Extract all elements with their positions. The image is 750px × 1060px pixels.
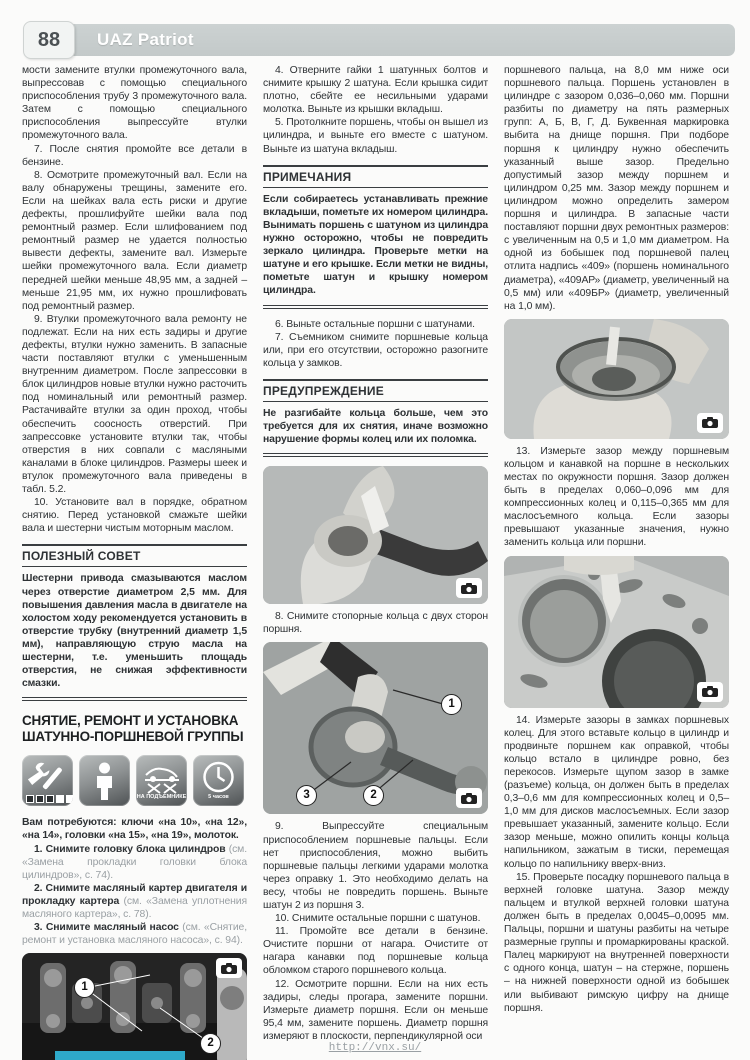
footer-url-link[interactable]: http://vnx.su/ <box>328 1042 422 1054</box>
callout-2: 2 <box>200 1033 221 1054</box>
paragraph: 4. Отверните гайки 1 шатунных болтов и снимите крышку 2 шатуна. Если крышка сидит плотно, сбейте ее несильными ударами молотка. Выньте из крышки вкладыш. <box>263 65 488 116</box>
notes-box-title: ПРИМЕЧАНИЯ <box>263 167 488 188</box>
camera-icon <box>697 413 723 433</box>
notes-box <box>263 165 488 309</box>
camera-icon <box>216 958 242 978</box>
tip-box-body: Шестерни привода смазываются маслом через отверстие диаметром 2,5 мм. Для повышения давления масла в двигателе на холостом ходу рекомендуется установить в отверстие трубку (внутренний диаметр 1,5 мм), направляющую струю масла на шестерни, т.е. уменьшить площадь отверстия, не снижая эффективности смазки. <box>22 573 247 690</box>
paragraph: 12. Осмотрите поршни. Если на них есть задиры, следы прогара, замените поршни. Измерьте диаметр поршня. Если он меньше 95,4 мм, замените поршень. Диаметр поршня измеряют в плоскости, перпендикулярной оси <box>263 978 488 1042</box>
step-item: 2. Снимите масляный картер двигателя и прокладку картера (см. «Замена уплотнения масляного картера», с. 78). <box>22 882 248 920</box>
tools-required-line: Вам потребуются: ключи «на 10», «на 12», «на 14», головки «на 15», «на 19», молоток. <box>22 817 247 842</box>
paragraph: 15. Проверьте посадку поршневого пальца в верхней головке шатуна. Зазор между пальцем и втулкой верхней головки шатуна должен быть в пределах 0,0045–0,0095 мм. Пальцы, поршни и шатуны разбиты на четыре размерные группы и промаркированы краской. Палец маркируют на внутренней поверхности с одного конца, шатун – на стержне, поршень – на нижней поверхности одной из бобышек или выбивают римскую цифру на днище поршня. <box>504 871 729 1014</box>
photo-caption: 8. Снимите стопорные кольца с двух сторон поршня. <box>263 611 488 636</box>
tip-box-title: ПОЛЕЗНЫЙ СОВЕТ <box>22 546 247 567</box>
callout-2: 2 <box>363 785 384 806</box>
step-item: 3. Снимите масляный насос (см. «Снятие, ремонт и установка масляного насоса», с. 94). <box>22 922 247 947</box>
page-number: 88 <box>23 21 75 59</box>
person-icon <box>79 755 130 806</box>
job-icons-row <box>22 755 247 806</box>
paragraph: 10. Снимите остальные поршни с шатунов. <box>275 913 481 925</box>
paragraph: 8. Осмотрите промежуточный вал. Если на валу обнаружены трещины, замените его. Если на шейках вала есть риски и другие дефекты, прошлифуйте шейки вала под ремонтный размер. Если шлифованием под ремонтный размер не удается полностью вывести дефекты, замените вал. Измерьте шейки промежуточного вала. Если диаметр передней шейки меньше 48,95 мм, а задней – меньше 21,95 мм, их нужно прошлифовать под ремонтный размер. <box>22 169 247 312</box>
time-icon <box>193 755 244 806</box>
column-right <box>504 64 729 1060</box>
callout-3: 3 <box>296 785 317 806</box>
paragraph: 9. Выпрессуйте специальным приспособлением поршневые пальцы. Если нет приспособления, можно выбить поршневые пальцы легкими ударами молотка через оправку 1. Это необходимо делать на весу, чтобы не повредить поршень. Выньте шатун 2 из поршня 3. <box>263 821 488 911</box>
photo-ring-groove-check <box>504 319 729 439</box>
camera-icon <box>697 682 723 702</box>
notes-box-body: Если собираетесь устанавливать прежние вкладыши, пометьте их номером цилиндра. Вынимать поршень с шатуном из цилиндра нужно осторожно, чтобы не повредить зеркало цилиндра. Проверьте метки на шатуне и его крышке. Если метки не видны, пометьте шатун и крышку номером цилиндра. <box>263 193 488 297</box>
step-item: 1. Снимите головку блока цилиндров (см. «Замена прокладки головки блока цилиндров», с. 74). <box>22 843 247 881</box>
paragraph: 7. После снятия промойте все детали в бензине. <box>22 143 247 168</box>
tools-icon <box>22 755 73 806</box>
warning-box <box>263 379 488 457</box>
tip-box <box>22 544 247 701</box>
page-title: UAZ Patriot <box>97 30 194 49</box>
page-header <box>35 24 735 56</box>
paragraph: 14. Измерьте зазоры в замках поршневых колец. Для этого вставьте кольцо в цилиндр и продвиньте поршнем как оправкой, чтобы кольцо встало в цилиндре ровно, без перекосов. Измерьте щупом зазор в замке (разъеме) кольца, он должен быть в пределах 0,3–0,6 мм для компрессионных колец и 0,5–1,0 мм для дисков маслосъемных. Если зазор превышает указанный, замените кольцо. Если зазор меньше, можно опилить концы кольца напильником, зажатым в тиски, перемещая кольцо по напильнику вверх-вниз. <box>504 714 729 870</box>
car-lift-icon <box>136 755 187 806</box>
paragraph: мости замените втулки промежуточного вала, выпрессовав с помощью специального приспособления трубу 3 промежуточного вала. Затем с помощью специального приспособления выпрессуйте втулки промежуточного вала. <box>22 65 247 142</box>
content-columns <box>22 64 730 1060</box>
column-middle <box>263 64 488 1060</box>
paragraph: 9. Втулки промежуточного вала ремонту не подлежат. Если на них есть задиры и другие дефекты, втулки нужно заменить. В запасные части поставляют втулки с уменьшенным внутренним диаметром. После запрессовки в блок цилиндров новые втулки нужно расточить под номинальный или ремонтный размер. Растачивайте втулки за один проход, чтобы обеспечить соосность отверстий. При запрессовке установите втулки так, чтобы отверстия в них совпали с масляными каналами в блоке цилиндров. Размеры шеек и втулок промежуточного вала приведены в табл. 5.2. <box>22 313 247 495</box>
camera-icon <box>456 578 482 598</box>
paragraph: 6. Выньте остальные поршни с шатунами. <box>275 318 475 330</box>
callout-1: 1 <box>441 694 462 715</box>
difficulty-indicator <box>26 795 73 803</box>
section-title: СНЯТИЕ, РЕМОНТ И УСТАНОВКА ШАТУННО-ПОРШНЕВОЙ ГРУППЫ <box>22 713 244 745</box>
photo-circlip-removal <box>263 466 488 604</box>
paragraph: 11. Промойте все детали в бензине. Очистите поршни от нагара. Очистите от нагара канавки под поршневые кольца обломком старого поршневого кольца. <box>263 926 488 977</box>
callout-1: 1 <box>74 977 95 998</box>
bottom-accent-bar <box>55 1051 185 1060</box>
camera-icon <box>456 788 482 808</box>
photo-ring-gap-check <box>504 556 729 708</box>
warning-box-body: Не разгибайте кольца больше, чем это требуется для их снятия, иначе возможно нарушение формы колец или их поломка. <box>263 407 488 446</box>
paragraph: поршневого пальца, на 8,0 мм ниже оси поршневого пальца. Поршень установлен в цилиндре с зазором 0,036–0,060 мм. Поршни разбиты по диаметру на пять размерных групп: А, Б, В, Г, Д. Буквенная маркировка выбита на днище поршня. При подборе поршня к цилиндру нужно обеспечить указанный выше зазор. Предельно допустимый зазор между поршнем и цилиндром 0,25 мм. Зазор между поршнем и цилиндром можно определить замером поршня и цилиндра. В запасные части поставляют поршни двух ремонтных размеров: с увеличенным на 0,5 и 1,0 мм диаметром. На одной из бобышек под поршневой палец отлита надпись «409» (поршень номинального диаметра), «409АР» (диаметр, увеличенный на 0,5 мм) или «409БР» (диаметр, увеличенный на 1,0 мм). <box>504 65 729 312</box>
paragraph: 13. Измерьте зазор между поршневым кольцом и канавкой на поршне в нескольких местах по окружности поршня. Зазор должен быть в пределах 0,060–0,096 мм для компрессионных колец и 0,115–0,365 мм для маслосъемного кольца. Если зазоры превышают указанные значения, нужно заменить кольца или поршни. <box>504 445 729 549</box>
paragraph: 10. Установите вал в порядке, обратном снятию. Перед установкой смажьте шейки вала и шестерни чистым моторным маслом. <box>22 497 247 535</box>
paragraph: 5. Протолкните поршень, чтобы он вышел из цилиндра, и выньте его вместе с шатуном. Выньте из шатуна вкладыш. <box>263 117 488 155</box>
paragraph: 7. Съемником снимите поршневые кольца или, при его отсутствии, осторожно разогните кольца у замков. <box>263 331 488 369</box>
column-left <box>22 64 247 1060</box>
car-lift-label: НА ПОДЪЕМНИКЕ <box>136 794 187 801</box>
warning-box-title: ПРЕДУПРЕЖДЕНИЕ <box>263 381 488 402</box>
photo-piston-pin <box>263 642 488 814</box>
time-label: 5 часов <box>208 794 229 801</box>
